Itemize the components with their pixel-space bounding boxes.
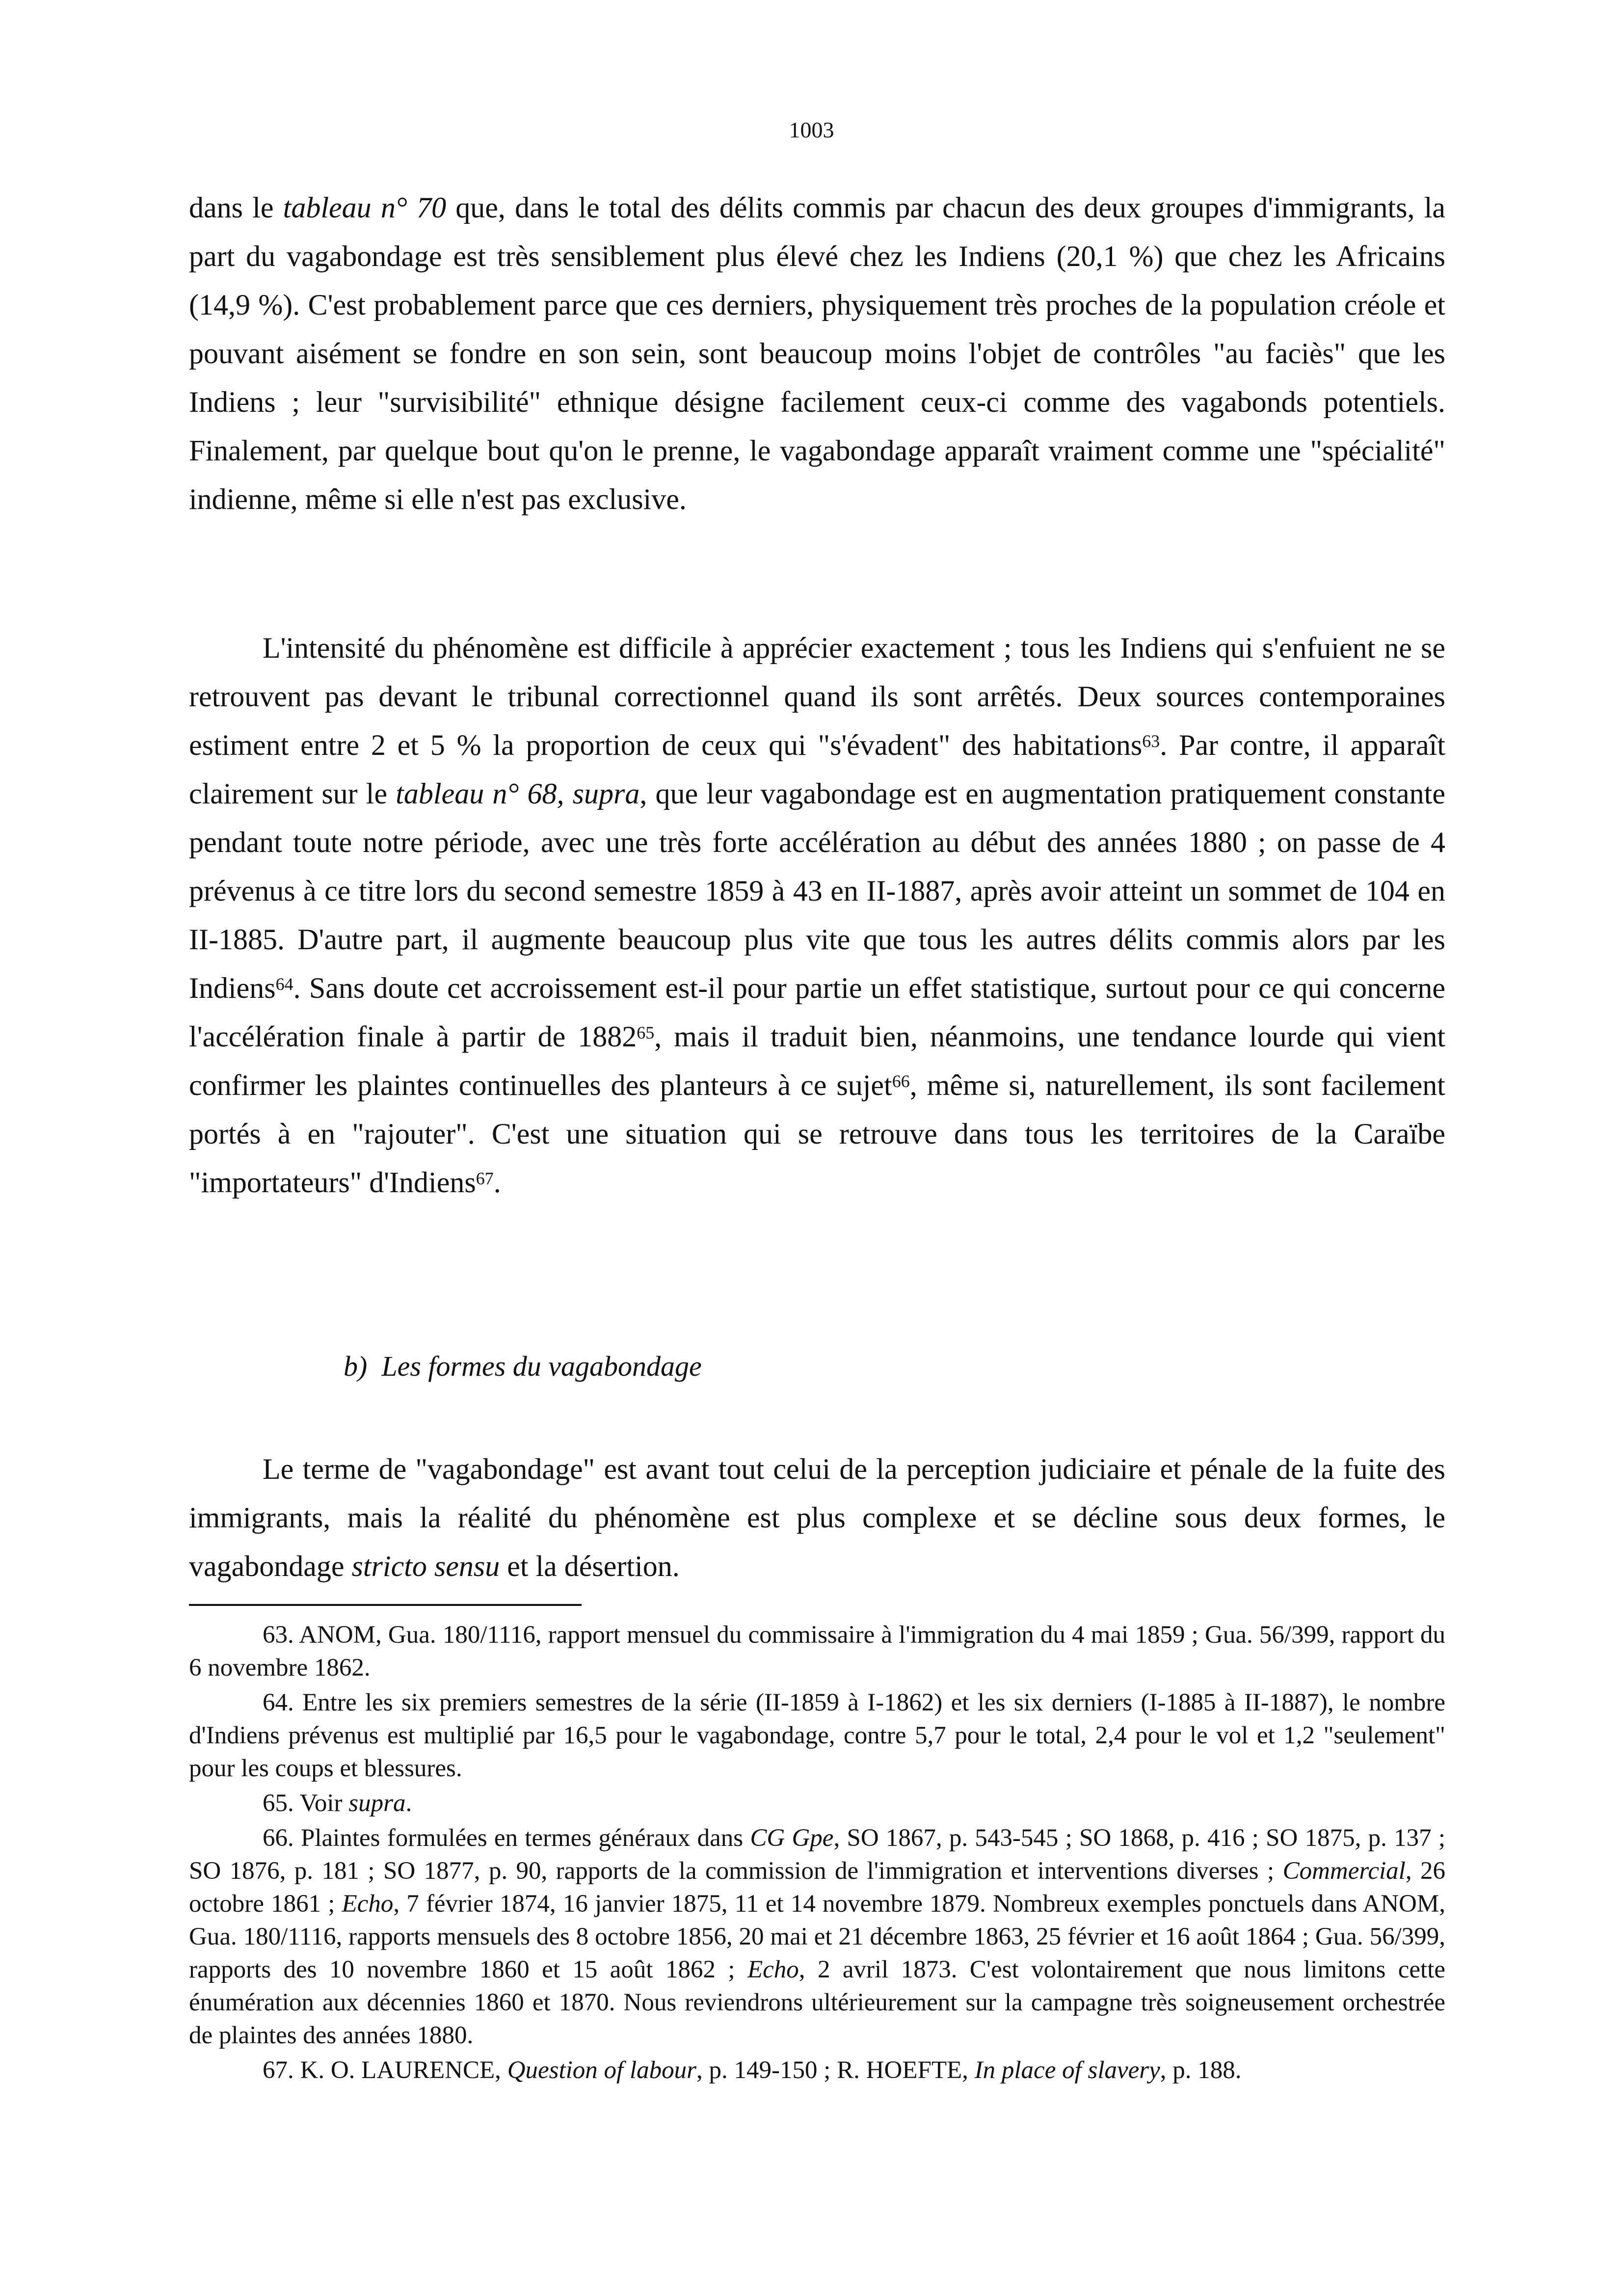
paragraph-2 [189,624,1445,1207]
p1-text-a: dans le [189,191,283,224]
fn66-text-a: 66. Plaintes formulées en termes généraux dans [263,1824,750,1852]
fn66-italic-1: CG Gpe [750,1824,834,1852]
footnote-separator [189,1604,582,1606]
footnote-ref-64[interactable]: 64 [275,974,293,994]
fn66-text-e: , 2 avril 1873. C'est volontairement que nous limitons cette énumération aux décennies 1860 et 1870. Nous reviendrons ultérieurement sur la campagne très soigneusement orchestrée de plaintes des années 1880. [189,1956,1446,2049]
footnote-64: 64. Entre les six premiers semestres de la série (II-1859 à I-1862) et les six derniers (I-1885 à II-1887), le nombre d'Indiens prévenus est multiplié par 16,5 pour le vagabondage, contre 5,7 pour le total, 2,4 pour le vol et 1,2 "seulement" pour les coups et blessures. [189,1689,1445,1782]
footnote-66 [189,1822,1445,2052]
footnote-ref-63[interactable]: 63 [1142,731,1160,751]
footnote-67 [189,2054,1445,2087]
footnote-ref-66[interactable]: 66 [892,1071,910,1091]
fn65-italic: supra [348,1789,406,1817]
section-subheading: b) Les formes du vagabondage [344,1350,702,1382]
p1-text-b: que, dans le total des délits commis par chacun des deux groupes d'immigrants, la part du vagabondage est très sensiblement plus élevé chez les Indiens (20,1 %) que chez les Africains (14,9 %). C'est probablement parce que ces derniers, physiquement très proches de la population créole et pouvant aisément se fondre en son sein, sont beaucoup moins l'objet de contrôles "au faciès" que les Indiens ; leur "survisibilité" ethnique désigne facilement ceux-ci comme des vagabonds potentiels. Finalement, par quelque bout qu'on le prenne, le vagabondage apparaît vraiment comme une "spécialité" indienne, même si elle n'est pas exclusive. [189,191,1446,515]
p2-text-f: , même si, naturellement, ils sont facilement portés à en "rajouter". C'est une situation qui se retrouve dans tous les territoires de la Caraïbe "importateurs" d'Indiens [189,1069,1445,1199]
fn66-text-c: , 26 octobre 1861 ; [189,1857,1446,1918]
footnote-ref-65[interactable]: 65 [637,1023,655,1042]
fn67-italic-2: In place of slavery [974,2056,1160,2084]
p2-text-b: . Par contre, il apparaît clairement sur le [189,729,1445,810]
footnotes [189,1619,1445,2089]
fn67-text-c: , p. 188. [1160,2056,1242,2084]
page-number: 1003 [789,117,834,142]
fn67-text-b: , p. 149-150 ; R. HOEFTE, [696,2056,975,2084]
p2-text-c: , que leur vagabondage est en augmentation pratiquement constante pendant toute notre période, avec une très forte accélération au début des années 1880 ; on passe de 4 prévenus à ce titre lors du second semestre 1859 à 43 en II-1887, après avoir atteint un sommet de 104 en II-1885. D'autre part, il augmente beaucoup plus vite que tous les autres délits commis alors par les Indiens [189,777,1445,1004]
p2-text-a: L'intensité du phénomène est difficile à apprécier exactement ; tous les Indiens qui s'enfuient ne se retrouvent pas devant le tribunal correctionnel quand ils sont arrêtés. Deux sources contemporaines estiment entre 2 et 5 % la proportion de ceux qui "s'évadent" des habitations [189,632,1445,761]
p3-text-b: et la désertion. [500,1550,680,1582]
paragraph-3 [189,1445,1445,1591]
fn66-text-b: , SO 1867, p. 543-545 ; SO 1868, p. 416 ; SO 1875, p. 137 ; SO 1876, p. 181 ; SO 1877, p. 90, rapports de la commission de l'immigration et interventions diverses ; [189,1824,1446,1885]
fn65-text-b: . [405,1789,412,1817]
paragraph-1 [189,184,1445,524]
fn66-italic-2: Commercial [1282,1857,1406,1885]
fn67-text-a: 67. K. O. LAURENCE, [263,2056,507,2084]
footnote-63: 63. ANOM, Gua. 180/1116, rapport mensuel du commissaire à l'immigration du 4 mai 1859 ; Gua. 56/399, rapport du 6 novembre 1862. [189,1621,1445,1682]
fn65-text-a: 65. Voir [263,1789,349,1817]
p2-text-d: . Sans doute cet accroissement est-il pour partie un effet statistique, surtout pour ce qui concerne l'accélération finale à partir de 1882 [189,972,1445,1053]
p2-text-g: . [493,1166,501,1199]
fn66-italic-4: Echo [747,1956,799,1983]
p2-text-e: , mais il traduit bien, néanmoins, une tendance lourde qui vient confirmer les plaintes continuelles des planteurs à ce sujet [189,1020,1446,1101]
p1-table-ref: tableau n° 70 [283,191,447,224]
footnote-ref-67[interactable]: 67 [476,1169,494,1188]
p3-text-a: Le terme de "vagabondage" est avant tout celui de la perception judiciaire et pénale de la fuite des immigrants, mais la réalité du phénomène est plus complexe et se décline sous deux formes, le vagabondage [189,1453,1445,1582]
fn66-text-d: , 7 février 1874, 16 janvier 1875, 11 et 14 novembre 1879. Nombreux exemples ponctuels dans ANOM, Gua. 180/1116, rapports mensuels des 8 octobre 1856, 20 mai et 21 décembre 1863, 25 février et 16 août 1864 ; Gua. 56/399, rapports des 10 novembre 1860 et 15 août 1862 ; [189,1890,1445,1983]
p2-table-ref: tableau n° 68, supra [396,777,640,810]
p3-latin-term: stricto sensu [351,1550,500,1582]
footnote-65 [189,1787,1445,1820]
fn66-italic-3: Echo [342,1890,394,1918]
fn67-italic-1: Question of labour [507,2056,696,2084]
